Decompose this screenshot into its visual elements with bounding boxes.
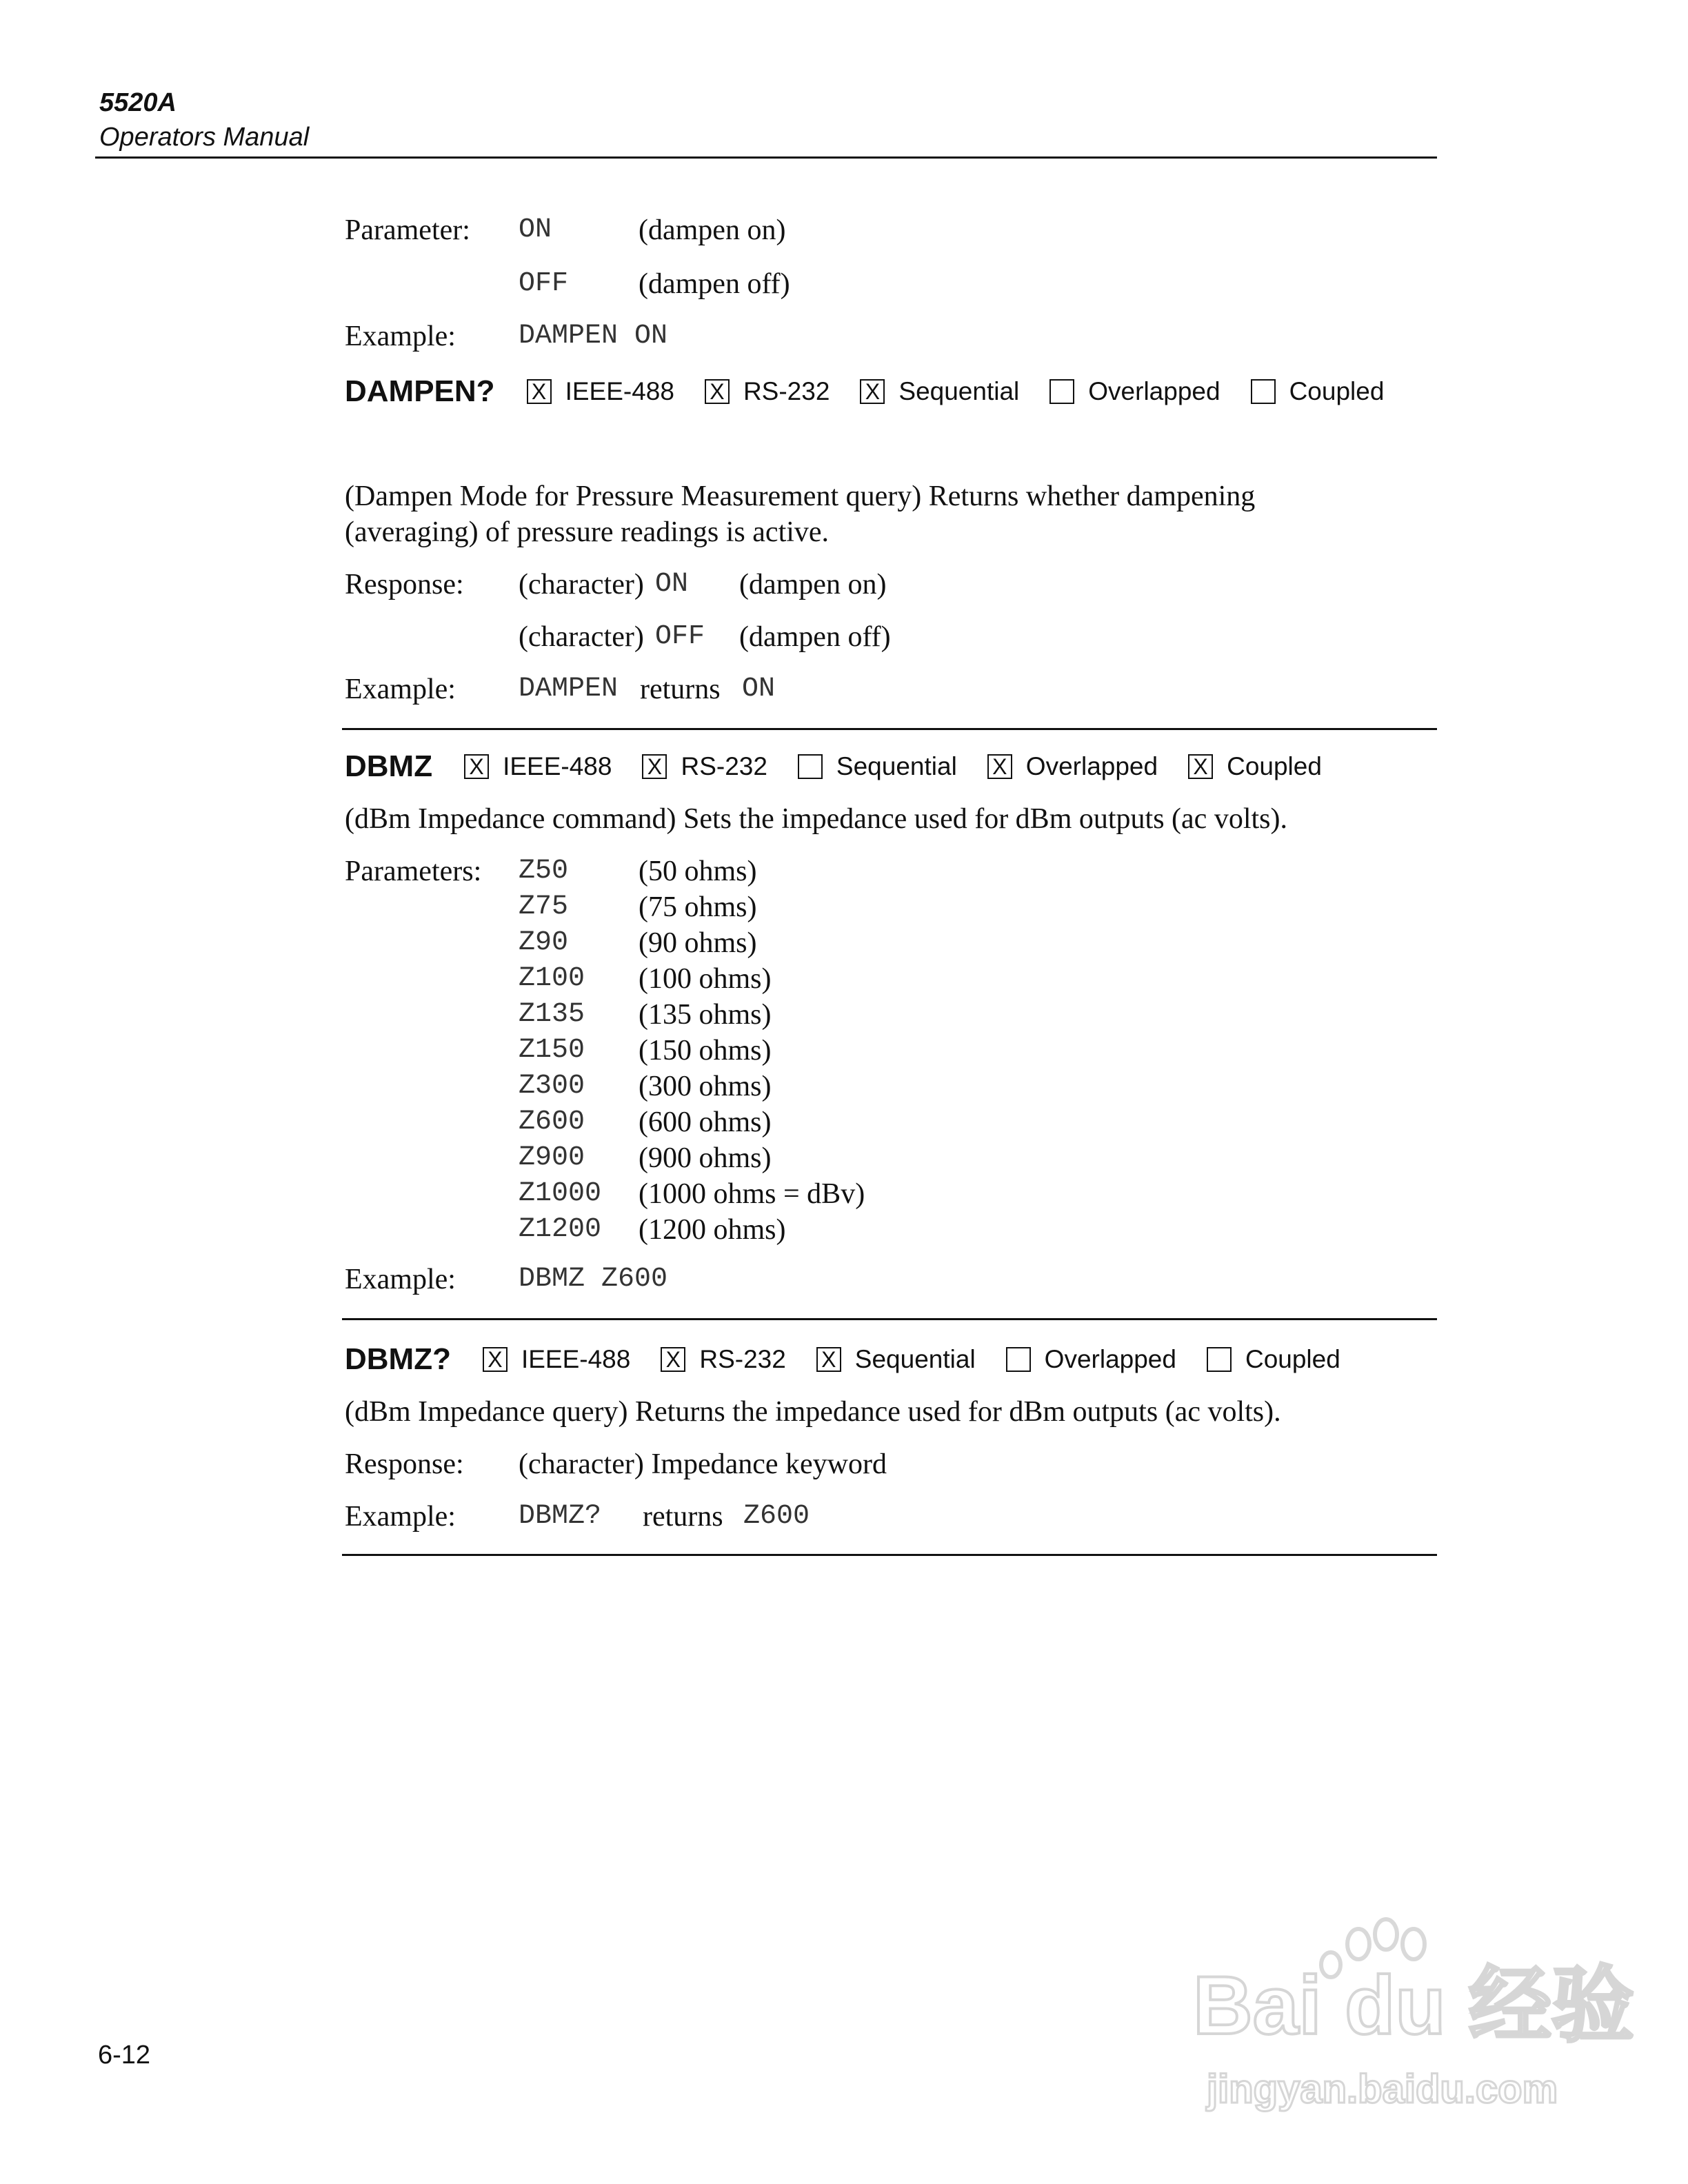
flag-label: Overlapped	[1044, 1345, 1176, 1373]
watermark-url: jingyan.baidu.com	[1207, 2067, 1558, 2112]
flag-coupled	[1207, 1345, 1340, 1374]
example-command: DBMZ?	[519, 1501, 602, 1532]
param-desc: (75 ohms)	[639, 891, 757, 923]
example-label: Example:	[345, 321, 456, 352]
response-desc: (dampen on)	[739, 569, 887, 600]
param-keyword: Z900	[519, 1142, 585, 1173]
flag-label: Overlapped	[1025, 752, 1158, 780]
section-rule	[342, 1554, 1437, 1556]
baidu-watermark	[1186, 1917, 1635, 2116]
response-keyword: OFF	[655, 621, 705, 652]
checkbox	[1006, 1347, 1031, 1372]
checkbox	[1207, 1347, 1232, 1372]
response-text: (character) Impedance keyword	[519, 1448, 887, 1480]
flag-label: Coupled	[1245, 1345, 1340, 1373]
param-keyword: Z75	[519, 891, 569, 922]
flag-label: IEEE-488	[565, 377, 674, 405]
param-keyword: Z150	[519, 1035, 585, 1066]
example-result: ON	[742, 674, 776, 705]
response-type: (character)	[519, 569, 644, 600]
response-type: (character)	[519, 621, 644, 653]
description: (averaging) of pressure readings is active.	[345, 516, 830, 548]
header-model: 5520A	[99, 88, 177, 117]
watermark-logo: Bai du 经验	[1193, 1959, 1635, 2052]
param-desc: (135 ohms)	[639, 999, 772, 1031]
param-desc: (1000 ohms = dBv)	[639, 1178, 865, 1210]
param-label: Parameter:	[345, 214, 470, 246]
example-command: DAMPEN ON	[519, 321, 668, 352]
page-content-dbmz-query	[345, 0, 1434, 2184]
param-desc: (900 ohms)	[639, 1142, 772, 1174]
param-keyword: Z100	[519, 963, 585, 994]
param-desc: (600 ohms)	[639, 1106, 772, 1138]
param-keyword: Z1200	[519, 1214, 602, 1245]
flag-overlapped	[1006, 1345, 1176, 1374]
description: (Dampen Mode for Pressure Measurement query) Returns whether dampening	[345, 481, 1256, 512]
param-desc: (300 ohms)	[639, 1071, 772, 1102]
param-keyword: Z1000	[519, 1178, 602, 1209]
flag-label: IEEE-488	[521, 1345, 631, 1373]
page-number: 6-12	[98, 2041, 151, 2070]
example-result: Z600	[743, 1501, 810, 1532]
flag-label: RS-232	[699, 1345, 786, 1373]
param-keyword: Z600	[519, 1106, 585, 1138]
flag-label: Coupled	[1289, 377, 1385, 405]
param-keyword: OFF	[519, 268, 569, 299]
example-command: DAMPEN	[519, 674, 619, 705]
example-label: Example:	[345, 674, 456, 705]
param-keyword: Z50	[519, 856, 569, 887]
checkbox: X	[987, 754, 1012, 779]
flag-label: RS-232	[681, 752, 767, 780]
example-command: DBMZ Z600	[519, 1264, 668, 1295]
flag-label: Sequential	[836, 752, 957, 780]
param-desc: (dampen on)	[639, 214, 786, 246]
param-keyword: Z135	[519, 999, 585, 1030]
param-desc: (100 ohms)	[639, 963, 772, 995]
param-keyword: Z300	[519, 1071, 585, 1102]
checkbox: X	[705, 379, 730, 404]
param-desc: (90 ohms)	[639, 927, 757, 959]
checkbox: X	[816, 1347, 841, 1372]
checkbox: X	[464, 754, 489, 779]
flag-ieee488	[483, 1345, 630, 1374]
example-returns: returns	[640, 674, 721, 705]
checkbox: X	[642, 754, 667, 779]
flag-label: Coupled	[1227, 752, 1322, 780]
flag-label: Overlapped	[1088, 377, 1220, 405]
header-title: Operators Manual	[99, 123, 310, 152]
checkbox: X	[860, 379, 885, 404]
running-header	[99, 85, 309, 154]
param-desc: (1200 ohms)	[639, 1214, 786, 1246]
description: (dBm Impedance query) Returns the impedance used for dBm outputs (ac volts).	[345, 1396, 1281, 1428]
example-returns: returns	[643, 1501, 723, 1533]
example-label: Example:	[345, 1501, 456, 1533]
param-desc: (50 ohms)	[639, 856, 757, 887]
flag-label: Sequential	[854, 1345, 976, 1373]
response-label: Response:	[345, 569, 464, 600]
response-desc: (dampen off)	[739, 621, 891, 653]
command-bar-dbmz-query	[345, 1339, 1371, 1380]
flag-sequential	[816, 1345, 976, 1374]
flag-label: Sequential	[898, 377, 1020, 405]
flag-label: RS-232	[743, 377, 830, 405]
params-label: Parameters:	[345, 856, 482, 887]
command-name: DBMZ	[345, 749, 433, 783]
param-keyword: ON	[519, 214, 552, 245]
param-desc: (150 ohms)	[639, 1035, 772, 1066]
checkbox: X	[1188, 754, 1213, 779]
checkbox: X	[483, 1347, 508, 1372]
response-keyword: ON	[655, 569, 689, 600]
response-label: Response:	[345, 1448, 464, 1480]
command-name: DBMZ?	[345, 1342, 451, 1376]
description: (dBm Impedance command) Sets the impedance used for dBm outputs (ac volts).	[345, 803, 1287, 835]
checkbox: X	[661, 1347, 685, 1372]
checkbox: X	[527, 379, 552, 404]
flag-label: IEEE-488	[503, 752, 612, 780]
flag-rs232	[661, 1345, 785, 1374]
example-label: Example:	[345, 1264, 456, 1295]
command-name: DAMPEN?	[345, 374, 495, 408]
param-keyword: Z90	[519, 927, 569, 958]
param-desc: (dampen off)	[639, 268, 790, 300]
